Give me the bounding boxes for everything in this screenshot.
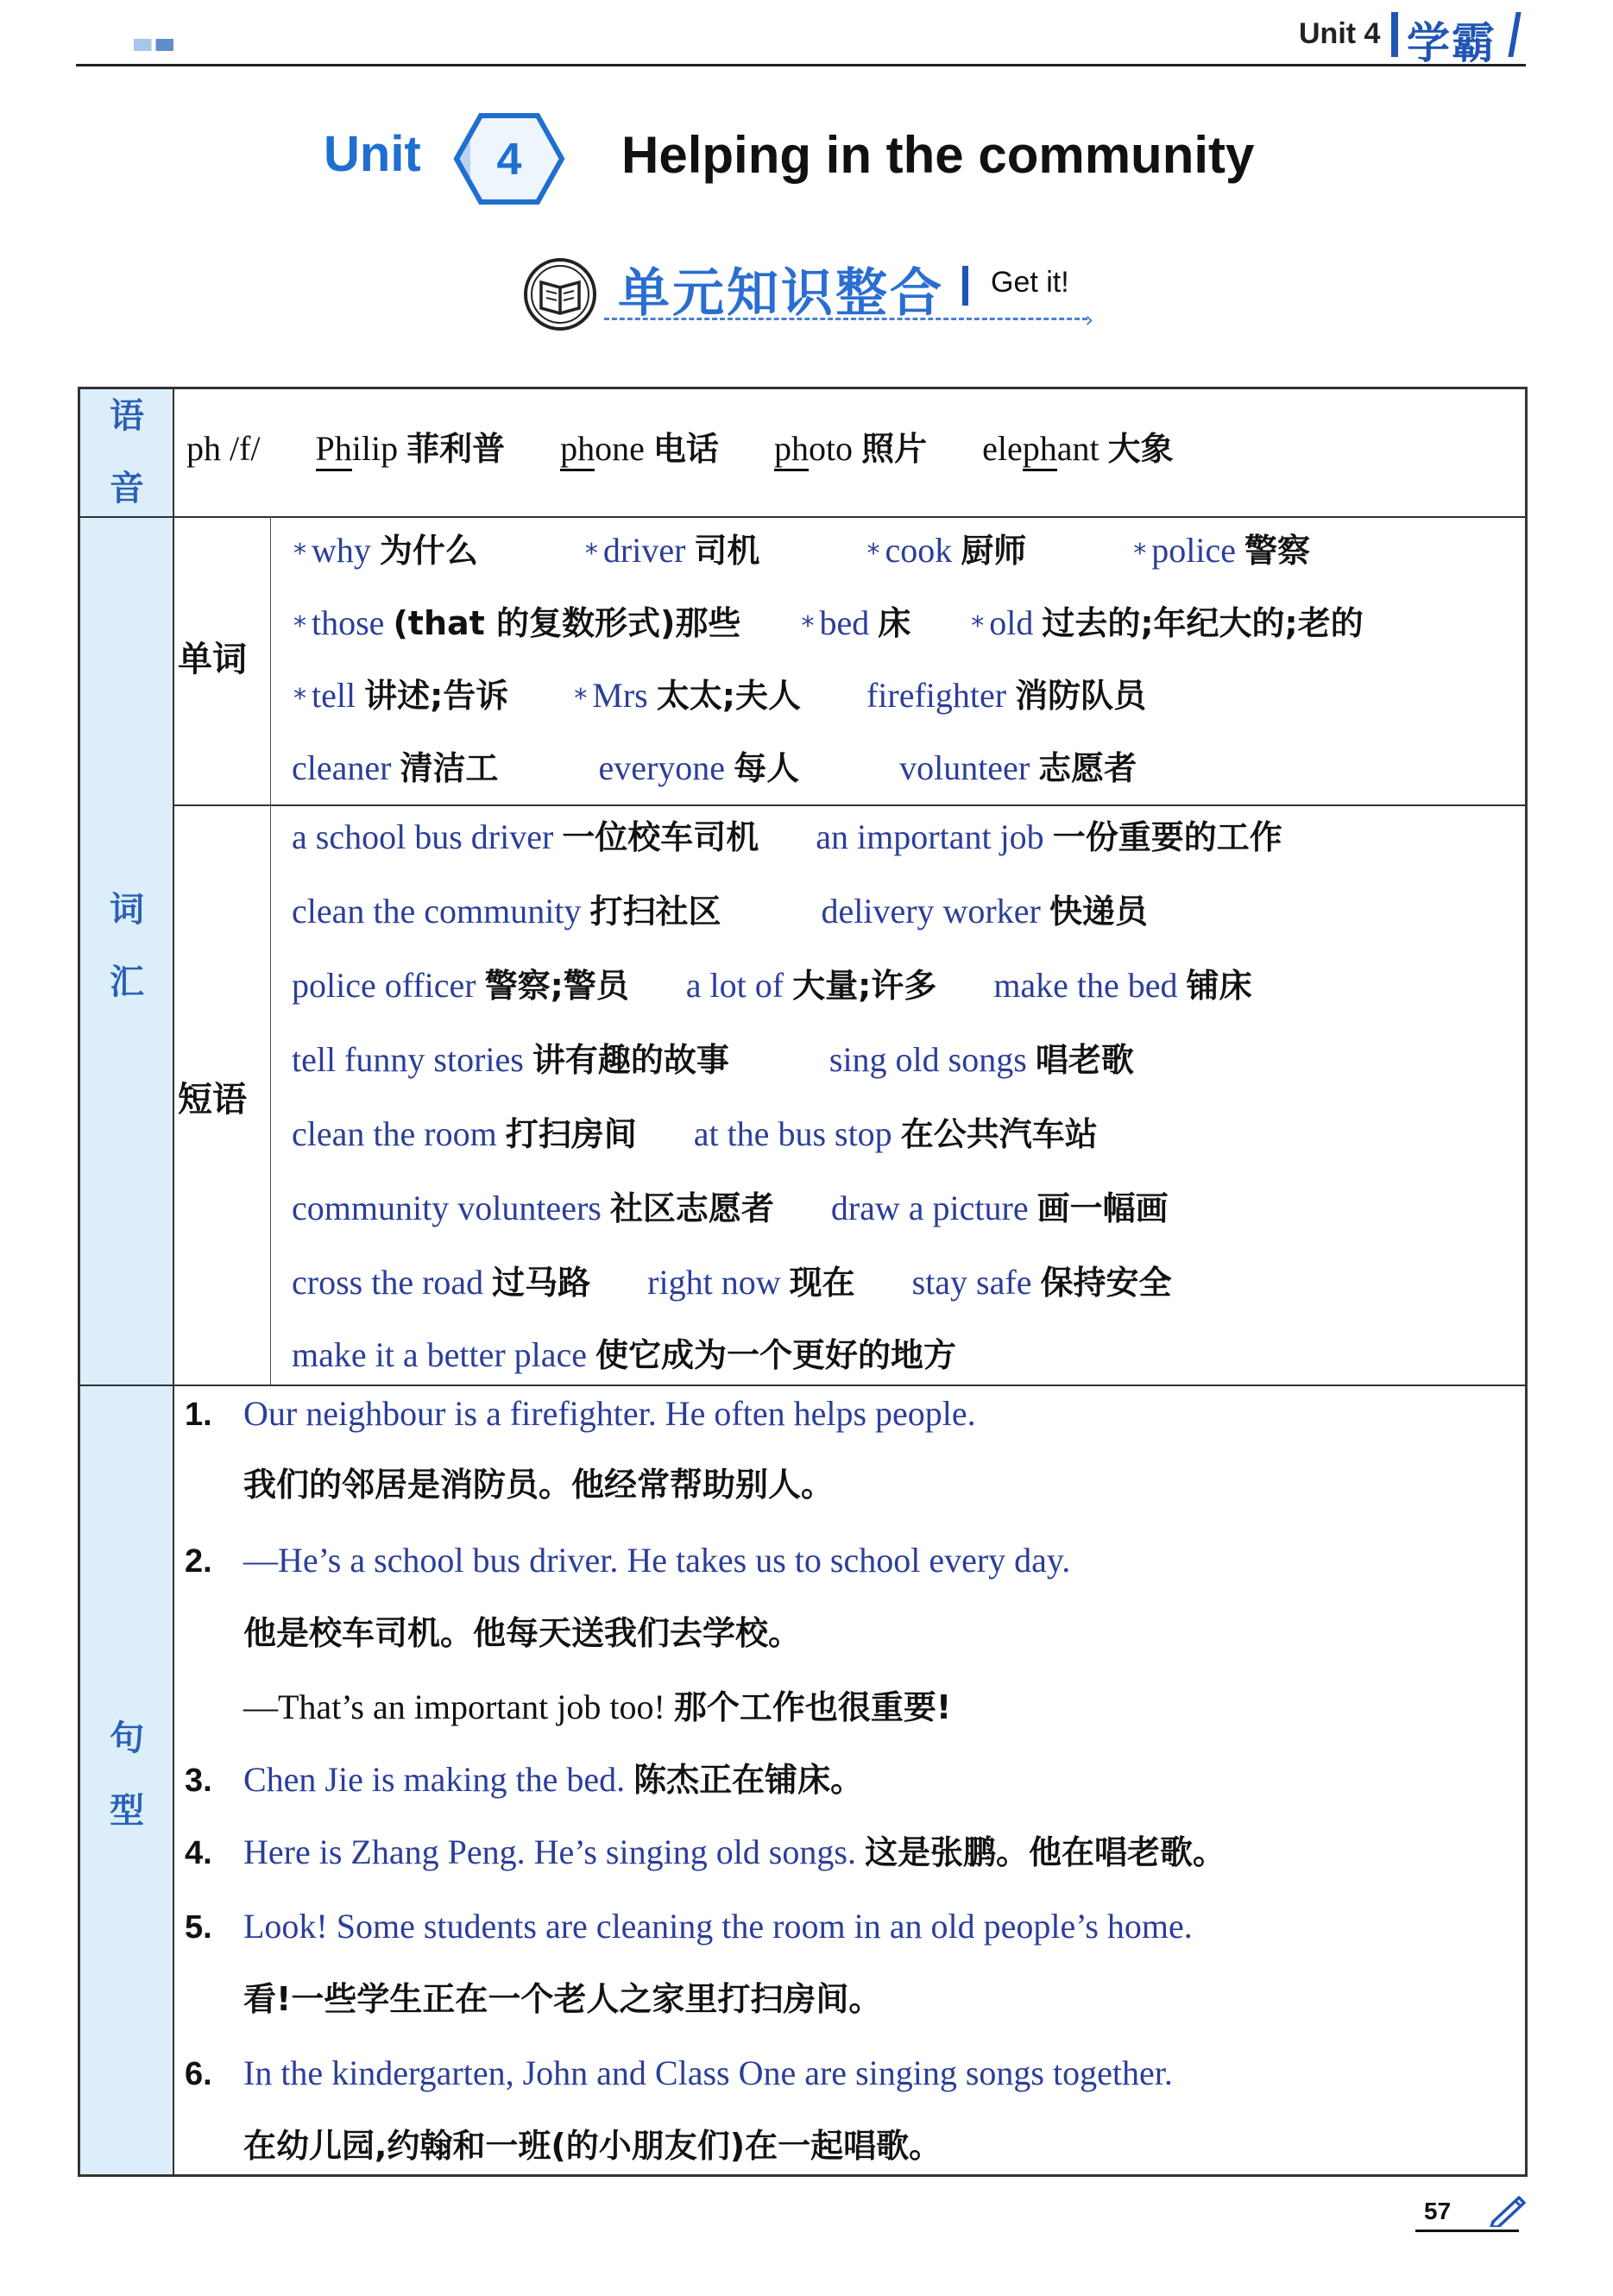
sentence-number: 2. (185, 1543, 212, 1580)
section-title: 单元知识整合 (618, 263, 944, 324)
sentence-reply: —That’s an important job too! 那个工作也很重要! (243, 1687, 952, 1726)
phrases-row-7 (292, 1260, 1171, 1305)
unit-title: Helping in the community (621, 126, 1255, 184)
phrase-entry: community volunteers 社区志愿者 (292, 1189, 774, 1227)
sentence-number: 1. (185, 1397, 212, 1433)
word-entry: everyone 每人 (598, 748, 800, 787)
unit-number-badge (453, 110, 565, 207)
sentence-chinese: 他是校车司机。他每天送我们去学校。 (243, 1614, 802, 1652)
word-entry: * those (that 的复数形式)那些 (293, 603, 741, 642)
pencil-icon (1486, 2192, 1528, 2227)
sentence-chinese: 我们的邻居是消防员。他经常帮助别人。 (243, 1466, 835, 1504)
phrases-row-6 (292, 1186, 1169, 1231)
category-column-background (80, 389, 173, 2174)
page-number-rule (1415, 2230, 1519, 2232)
phrase-entry: draw a picture 画一幅画 (830, 1189, 1169, 1227)
word-entry: * driver 司机 (584, 531, 760, 570)
words-row-4 (292, 746, 1137, 791)
sentence-number: 4. (185, 1835, 212, 1871)
word-entry: * why 为什么 (293, 531, 478, 570)
section-title-separator (962, 266, 968, 306)
word-entry: volunteer 志愿者 (899, 748, 1137, 787)
word-entry: * police 警察 (1133, 531, 1310, 570)
phrase-entry: a lot of 大量;许多 (685, 966, 937, 1005)
word-entry: * bed 床 (801, 603, 911, 642)
category-pronunciation: 语 音 (110, 396, 144, 508)
phrase-entry: tell funny stories 讲有趣的故事 (292, 1040, 729, 1079)
category-vocabulary: 词 汇 (110, 890, 144, 1002)
phrases-row-2 (292, 889, 1148, 934)
phrase-entry: clean the room 打扫房间 (292, 1114, 637, 1153)
phrases-row-4 (292, 1038, 1134, 1082)
brand-logo-tail (1508, 12, 1533, 57)
phonics-example: photo 照片 (774, 429, 927, 468)
words-row-3 (293, 673, 1146, 722)
row-divider-pronunciation (78, 516, 1528, 518)
page-number: 57 (1424, 2198, 1452, 2224)
running-unit-label: Unit 4 (1299, 17, 1381, 50)
sentence-number: 6. (185, 2056, 212, 2092)
word-entry: * tell 讲述;告诉 (293, 676, 509, 715)
phrases-row-3 (292, 963, 1252, 1008)
header-decoration (134, 39, 173, 51)
running-header-separator (1391, 12, 1398, 57)
subcategory-words: 单词 (178, 640, 247, 679)
word-entry: * cook 厨师 (866, 531, 1027, 570)
unit-word: Unit (324, 126, 421, 182)
phrase-entry: right now 现在 (647, 1263, 855, 1302)
word-entry: * Mrs 太太;夫人 (574, 676, 801, 715)
phrase-entry: an important job 一份重要的工作 (816, 817, 1282, 856)
phrases-row-1 (292, 815, 1282, 860)
phonics-example: phone 电话 (560, 429, 719, 468)
phrases-row-8 (292, 1333, 956, 1378)
category-sentences: 句 型 (110, 1719, 144, 1831)
phrases-row-5 (292, 1112, 1098, 1157)
phonics-example: elephant 大象 (982, 429, 1174, 468)
row-divider-vocabulary (78, 1385, 1528, 1386)
sentence-english: —He’s a school bus driver. He takes us to school every day. (243, 1541, 1071, 1580)
words-row-1 (293, 528, 1310, 577)
section-subtitle: Get it! (991, 266, 1069, 299)
section-dotted-rule (604, 318, 1087, 320)
header-rule (76, 64, 1526, 66)
sentence-chinese: 在幼儿园,约翰和一班(的小朋友们)在一起唱歌。 (243, 2127, 942, 2165)
unit-number: 4 (496, 135, 522, 185)
subcategory-phrases: 短语 (178, 1080, 247, 1120)
book-icon (522, 256, 598, 332)
phrase-entry: make it a better place 使它成为一个更好的地方 (292, 1335, 957, 1374)
sentence-english: Our neighbour is a firefighter. He often helps people. (243, 1394, 976, 1433)
category-column-divider (173, 387, 174, 2177)
phonics-example: Philip 菲利普 (316, 429, 506, 468)
phrase-entry: sing old songs 唱老歌 (829, 1040, 1134, 1079)
phrase-entry: delivery worker 快递员 (821, 892, 1148, 930)
phrase-entry: clean the community 打扫社区 (292, 892, 721, 930)
phrase-entry: make the bed 铺床 (993, 966, 1252, 1005)
sentence-english: Here is Zhang Peng. He’s singing old songs. 这是张鹏。他在唱老歌。 (243, 1832, 1226, 1871)
phonics-row (186, 426, 1174, 471)
phrase-entry: at the bus stop 在公共汽车站 (693, 1114, 1098, 1153)
brand-logo: 学霸 (1407, 18, 1496, 68)
sentence-english: In the kindergarten, John and Class One are singing songs together. (243, 2053, 1173, 2092)
sentence-english: Look! Some students are cleaning the room in an old people’s home. (243, 1907, 1193, 1946)
phrase-entry: police officer 警察;警员 (292, 966, 629, 1005)
word-entry: cleaner 清洁工 (292, 748, 499, 787)
phrase-entry: stay safe 保持安全 (911, 1263, 1172, 1302)
words-row-2 (293, 601, 1364, 649)
sentence-english: Chen Jie is making the bed. 陈杰正在铺床。 (243, 1760, 864, 1799)
arrow-right-icon: › (1085, 307, 1094, 333)
phrase-entry: cross the road 过马路 (292, 1263, 591, 1302)
phonics-rule: ph /f/ (186, 429, 261, 468)
sentence-number: 3. (185, 1763, 212, 1799)
row-divider-words (173, 804, 1528, 806)
word-entry: * old 过去的;年纪大的;老的 (971, 603, 1364, 642)
phrase-entry: a school bus driver 一位校车司机 (292, 817, 759, 856)
subcategory-column-divider (270, 516, 271, 1385)
word-entry: firefighter 消防队员 (866, 676, 1147, 715)
sentence-number: 5. (185, 1909, 212, 1946)
sentence-chinese: 看!一些学生正在一个老人之家里打扫房间。 (243, 1980, 882, 2018)
